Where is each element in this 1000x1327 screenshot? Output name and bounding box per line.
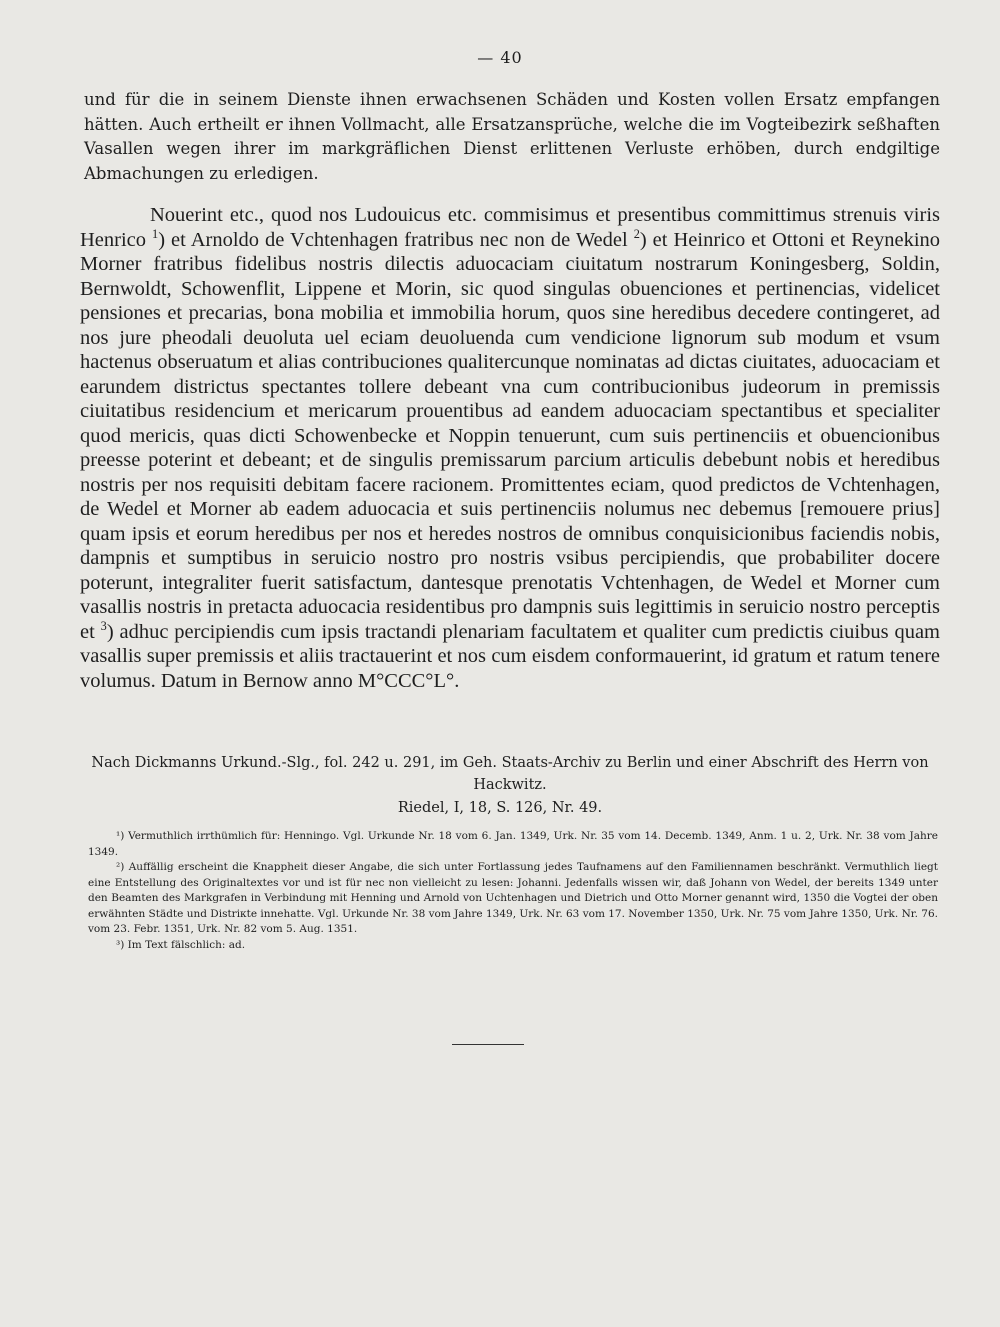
latin-text-part-4: ) adhuc percipiendis cum ipsis tractandi plenariam facultatem et qualiter cum predictis ciuibus quam vasallis super premissis et aliis tractauerint et nos cum eisdem conformauerint, id gratum et ratum tenere volumus. Datum in Bernow anno M°CCC°L°. xyxy=(80,620,940,692)
page-number: — 40 xyxy=(477,48,523,67)
end-rule xyxy=(452,1044,524,1045)
footnote-1: ¹) Vermuthlich irrthümlich für: Henningo. Vgl. Urkunde Nr. 18 vom 6. Jan. 1349, Urk. Nr. 35 vom 14. Decemb. 1349, Anm. 1 u. 2, Urk. Nr. 38 vom Jahre 1349. xyxy=(88,830,938,858)
footnote-3: ³) Im Text fälschlich: ad. xyxy=(116,938,246,951)
latin-text-part-3: ) et Heinrico et Ottoni et Reynekino Morner fratribus fidelibus nostris dilectis aduocaciam ciuitatum nostrarum Koningesberg, Soldin, Bernwoldt, Schowenflit, Lippene et Morin, sic quod singulas obuenciones et pertinencias, videlicet pensiones et precarias, bona mobilia et immobilia horum, quos sine heredibus decedere contingeret, ad nos jure pheodali deuoluta uel eciam deuoluenda cum vendicione lignorum sub modum et vsum hactenus obseruatum et alias contribuciones qualitercunque nominatas ad dictas ciuitates, aduocaciam et earundem districtus spectantes tollere debeant vna cum contribucionibus judeorum in premissis ciuitatibus residencium et mericarum prouentibus ad eandem aduocaciam spectantibus et specialiter quod mericis, quas dicti Schowenbecke et Noppin tenuerunt, cum suis pertinenciis et obuencionibus preesse poterint et debeant; et de singulis premissarum parcium articulis debebunt nobis et heredibus nostris per nos requisiti debitam facere racionem. Promittentes eciam, quod predictos de Vchtenhagen, de Wedel et Morner ab eadem aduocacia et suis pertinenciis nolumus nec debemus [remouere prius] quam ipsis et eorum heredibus per nos et heredes nostros de omnibus conquisicionibus faciendis nobis, dampnis et sumptibus in seruicio nostro pro nostris vsibus percipiendis, que probabiliter docere poterunt, integraliter fuerit satisfactum, dantesque prenotatis Vchtenhagen, de Wedel et Morner cum vasallis nostris in pretacta aduocacia residentibus pro dampnis suis legittimis in seruicio nostro perceptis et xyxy=(80,228,941,643)
riedel-reference: Riedel, I, 18, S. 126, Nr. 49. xyxy=(397,800,603,816)
footnote-ref-1: 1 xyxy=(152,226,159,241)
footnotes xyxy=(88,829,938,953)
footnote-ref-2: 2 xyxy=(633,226,640,241)
latin-text-part-2: ) et Arnoldo de Vchtenhagen fratribus nec non de Wedel xyxy=(158,228,628,251)
footnote-ref-3: 3 xyxy=(100,618,107,633)
latin-charter-text xyxy=(80,203,940,693)
german-summary: und für die in seinem Dienste ihnen erwachsenen Schäden und Kosten vollen Ersatz empfangen hätten. Auch ertheilt er ihnen Vollmacht, alle Ersatzansprüche, welche die im Vogteibezirk seßhaften Vasallen wegen ihrer im markgräflichen Dienst erlittenen Verluste erhöben, durch endgiltige Abmachungen zu erledigen. xyxy=(84,90,940,183)
source-citation: Nach Dickmanns Urkund.-Slg., fol. 242 u. 291, im Geh. Staats-Archiv zu Berlin und einer Abschrift des Herrn von Hackwitz. xyxy=(91,755,929,793)
latin-paragraph xyxy=(80,203,940,693)
footnote-2: ²) Auffällig erscheint die Knappheit dieser Angabe, die sich unter Fortlassung jedes Taufnamens auf den Familiennamen beschränkt. Vermuthlich liegt eine Entstellung des Originaltextes vor und ist für nec non vielleicht zu lesen: Johanni. Jedenfalls wissen wir, daß Johann von Wedel, der bereits 1349 unter den Beamten des Markgrafen in Verbindung mit Henning und Arnold von Uchtenhagen und Dietrich und Otto Morner genannt wird, 1350 die Vogtei der oben erwähnten Städte und Distriкte innehatte. Vgl. Urkunde Nr. 38 vom Jahre 1349, Urk. Nr. 63 vom 17. November 1350, Urk. Nr. 75 vom Jahre 1350, Urk. Nr. 76. vom 23. Febr. 1351, Urk. Nr. 82 vom 5. Aug. 1351. xyxy=(88,861,939,935)
latin-text-part-1: Nouerint etc., quod nos Ludouicus etc. commisimus et presentibus committimus strenuis viris Henrico xyxy=(80,204,940,251)
